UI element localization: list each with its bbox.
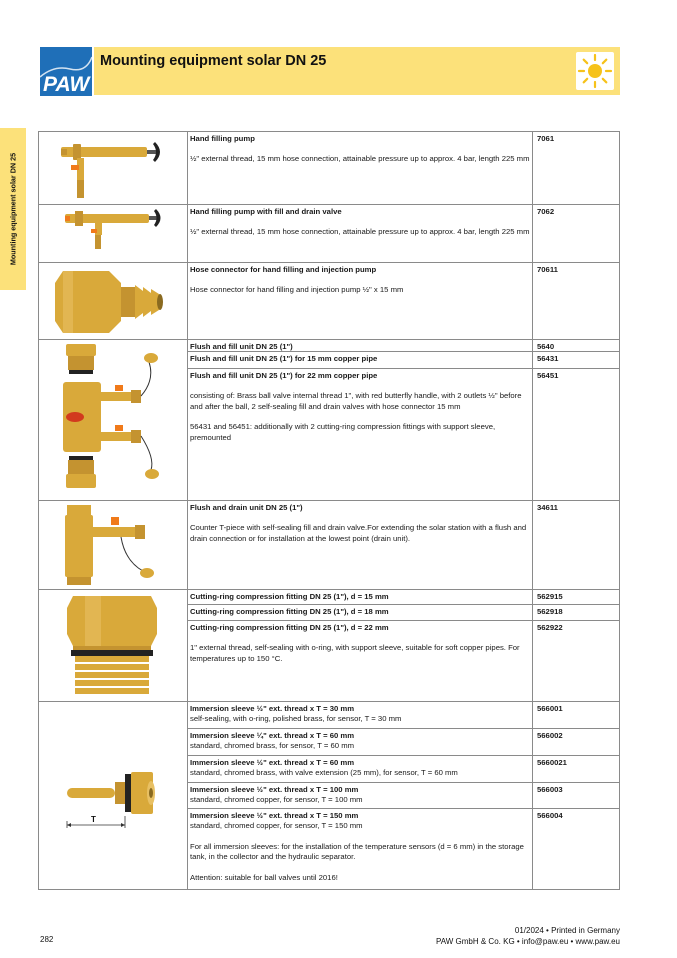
product-code: 56451	[537, 371, 559, 380]
product-code: 5640	[533, 340, 619, 352]
product-description: Hose connector for hand filling and injection pump ½" x 15 mm	[190, 285, 404, 295]
product-title: Immersion sleeve ¼" ext. thread x T = 60 mm	[190, 731, 355, 740]
cutting-ring-fitting-image	[39, 590, 188, 701]
product-title: Hand filling pump with fill and drain valve	[190, 207, 342, 216]
product-line	[188, 729, 533, 756]
product-line	[188, 369, 533, 501]
product-title: Cutting-ring compression fitting DN 25 (1"), d = 18 mm	[190, 607, 389, 616]
product-subtitle: standard, chromed brass, with valve extension (25 mm), for sensor, T = 60 mm	[190, 768, 458, 778]
product-code: 562915	[533, 590, 619, 605]
product-title: Immersion sleeve ½" ext. thread x T = 30 mm	[190, 704, 355, 713]
product-row-7062	[39, 205, 619, 263]
product-code: 7062	[537, 207, 555, 216]
page-title: Mounting equipment solar DN 25	[100, 53, 327, 69]
product-line	[188, 621, 533, 702]
header-bar	[94, 47, 620, 95]
product-code: 70611	[537, 265, 558, 274]
product-table	[38, 131, 620, 890]
product-code: 566002	[533, 729, 619, 756]
product-line	[188, 756, 533, 783]
page-number: 282	[40, 935, 54, 944]
sun-icon	[576, 52, 614, 90]
product-description: Counter T-piece with self-sealing fill and drain valve.For extending the solar station with a flush and drain connection or for installation at the lowest point (drain unit).	[190, 523, 527, 543]
product-code: 562918	[533, 605, 619, 621]
paw-logo	[40, 47, 92, 96]
product-description: For all immersion sleeves: for the installation of the temperature sensors (d = 6 mm) in the storage tank, in the collector and the hydraulic separator.	[190, 841, 524, 862]
product-line	[188, 783, 533, 809]
immersion-sleeve-image	[39, 702, 188, 889]
product-title: Hose connector for hand filling and injection pump	[190, 265, 377, 274]
side-tab-label: Mounting equipment solar DN 25	[8, 152, 18, 266]
hand-filling-pump-image	[39, 132, 188, 204]
product-row-immersion-sleeve	[39, 702, 619, 889]
hose-connector-image	[39, 263, 188, 339]
product-subtitle: self-sealing, with o-ring, polished brass, for sensor, T = 30 mm	[190, 714, 402, 724]
product-row-7061	[39, 132, 619, 205]
flush-fill-unit-image	[39, 340, 188, 500]
product-code: 566001	[533, 702, 619, 729]
product-title: Hand filling pump	[190, 134, 255, 143]
footer-date: 01/2024 • Printed in Germany	[514, 926, 620, 935]
product-title: Immersion sleeve ½" ext. thread x T = 150 mm	[190, 811, 359, 820]
product-line	[188, 809, 533, 889]
side-tab	[0, 128, 26, 290]
product-row-34611	[39, 501, 619, 590]
product-code: 566004	[537, 811, 563, 820]
dimension-label: T	[91, 815, 96, 824]
product-description-cell	[188, 501, 533, 589]
footer-company: PAW GmbH & Co. KG • info@paw.eu • www.paw.eu	[435, 937, 620, 946]
product-code: 56431	[533, 352, 619, 369]
product-line	[188, 702, 533, 729]
product-description-2: 56431 and 56451: additionally with 2 cutting-ring compression fittings with support sleeve, premounted	[190, 422, 496, 442]
product-title: Flush and drain unit DN 25 (1")	[190, 503, 303, 512]
product-title: Flush and fill unit DN 25 (1") for 22 mm copper pipe	[190, 371, 378, 380]
product-description-cell	[188, 205, 533, 262]
product-row-flush-fill	[39, 340, 619, 501]
product-code: 5660021	[533, 756, 619, 783]
product-description-cell	[188, 263, 533, 339]
flush-drain-unit-image	[39, 501, 188, 589]
product-code: 34611	[537, 503, 558, 512]
product-title: Flush and fill unit DN 25 (1")	[190, 342, 293, 351]
product-title: Immersion sleeve ½" ext. thread x T = 100 mm	[190, 785, 359, 794]
product-line	[188, 340, 533, 352]
product-description: consisting of: Brass ball valve internal thread 1", with red butterfly handle, with 2 outlets ½" before and after the ball, 2 self-sealing fill and drain valves with hose connector 15 mm	[190, 391, 522, 411]
product-row-cutting-ring	[39, 590, 619, 702]
product-row-70611	[39, 263, 619, 340]
product-code: 566003	[533, 783, 619, 809]
product-title: Immersion sleeve ½" ext. thread x T = 60 mm	[190, 758, 355, 767]
product-subtitle: standard, chromed copper, for sensor, T = 150 mm	[190, 821, 363, 831]
product-title: Flush and fill unit DN 25 (1") for 15 mm copper pipe	[190, 354, 378, 363]
product-code: 562922	[537, 623, 563, 632]
footer-info	[436, 925, 620, 947]
product-title: Cutting-ring compression fitting DN 25 (1"), d = 15 mm	[190, 592, 389, 601]
product-description: ½" external thread, 15 mm hose connection, attainable pressure up to approx. 4 bar, length 225 mm	[190, 154, 530, 164]
product-subtitle: standard, chromed brass, for sensor, T = 60 mm	[190, 741, 355, 751]
product-description-cell	[188, 132, 533, 204]
product-code: 7061	[537, 134, 555, 143]
product-line	[188, 590, 533, 605]
product-description-2: Attention: suitable for ball valves until 2016!	[190, 872, 338, 882]
product-description: 1" external thread, self-sealing with o-ring, with support sleeve, suitable for soft copper pipes. For temperatures up to 150 °C.	[190, 643, 520, 663]
product-title: Cutting-ring compression fitting DN 25 (1"), d = 22 mm	[190, 623, 389, 632]
hand-filling-pump-valve-image	[39, 205, 188, 262]
logo-text: PAW	[43, 73, 90, 96]
product-line	[188, 352, 533, 369]
product-description: ½" external thread, 15 mm hose connection, attainable pressure up to approx. 4 bar, length 225 mm	[190, 227, 530, 237]
product-line	[188, 605, 533, 621]
product-subtitle: standard, chromed copper, for sensor, T = 100 mm	[190, 795, 363, 805]
